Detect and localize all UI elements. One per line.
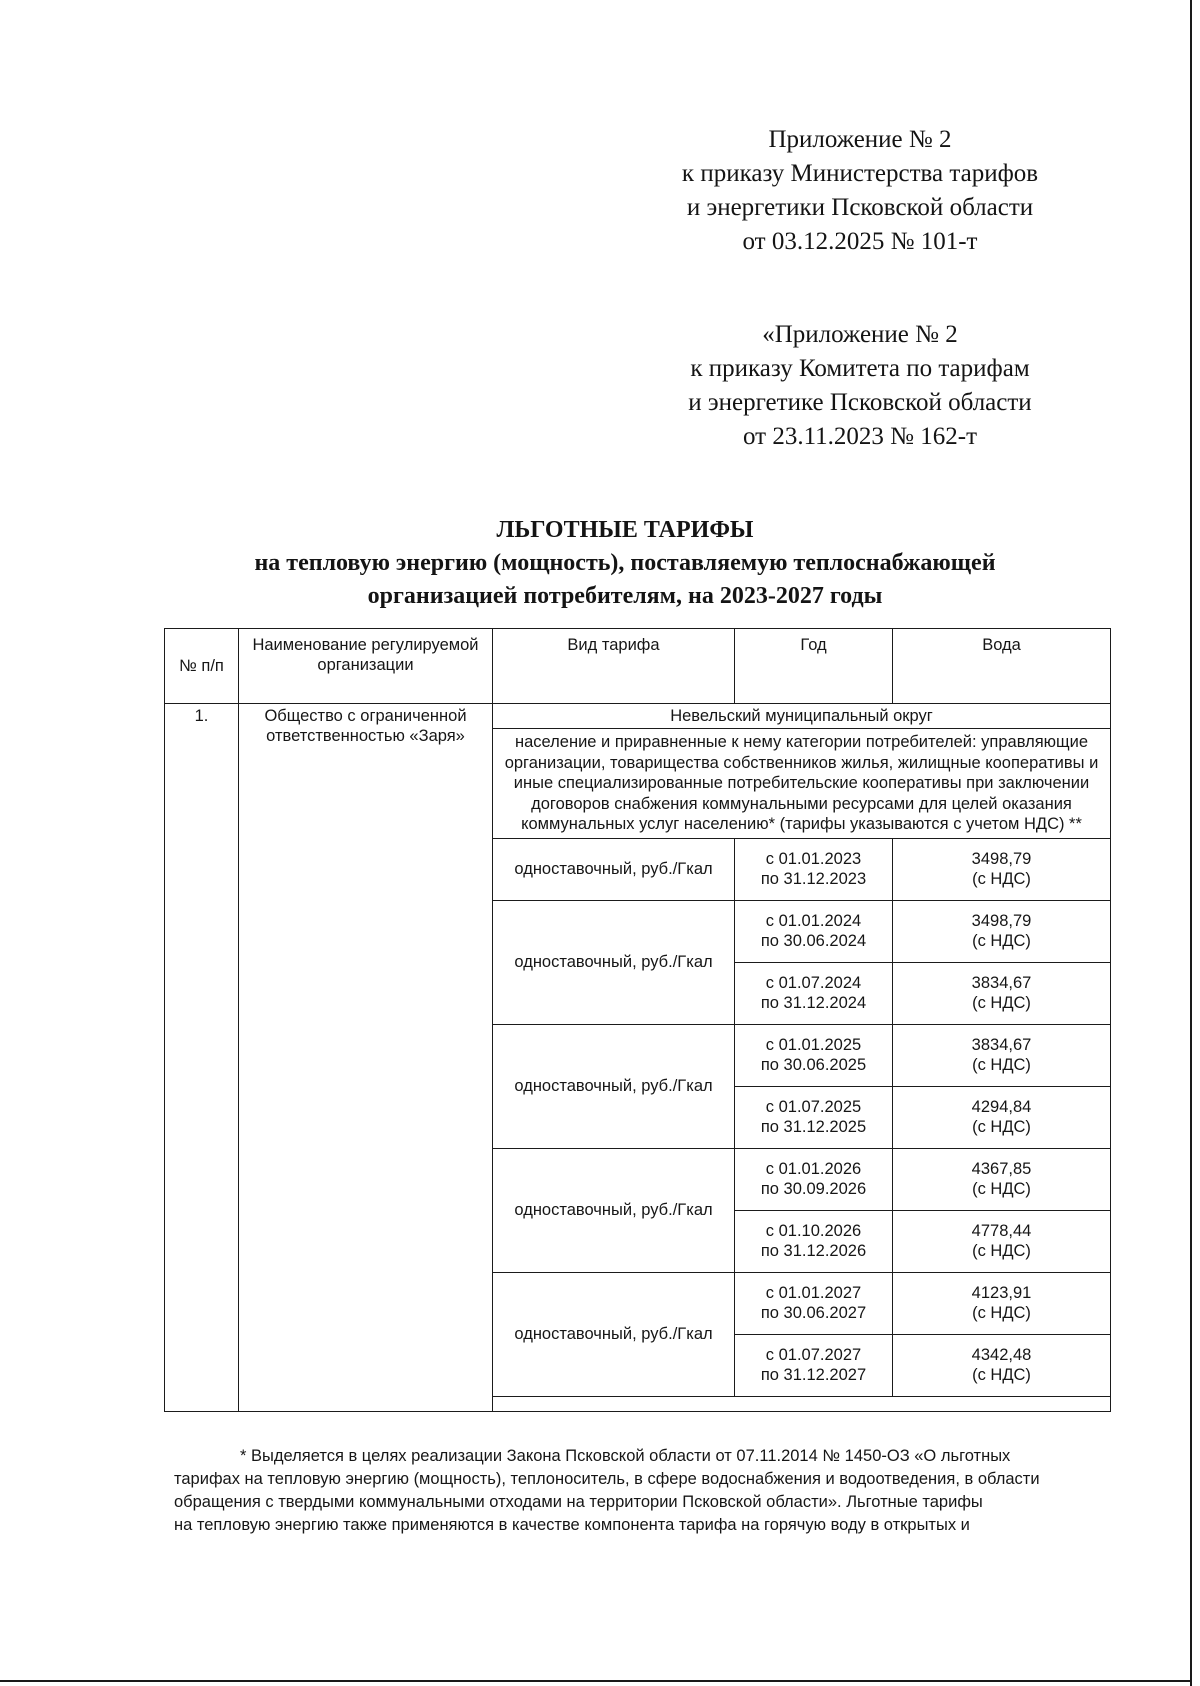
period-cell xyxy=(735,1086,893,1148)
tariff-value: 3498,79 xyxy=(971,912,1032,930)
period-to: по 30.09.2026 xyxy=(760,1180,867,1198)
period-cell xyxy=(735,962,893,1024)
header-organization: Наименование регулируемой организации xyxy=(239,629,493,704)
vat-note: (с НДС) xyxy=(972,994,1031,1012)
period-to: по 30.06.2024 xyxy=(760,932,867,950)
page-edge-bottom xyxy=(0,1680,1192,1682)
period-from: с 01.01.2024 xyxy=(765,912,862,930)
tariff-type-cell: одноставочный, руб./Гкал xyxy=(493,1272,735,1396)
tariff-type-cell: одноставочный, руб./Гкал xyxy=(493,900,735,1024)
vat-note: (с НДС) xyxy=(972,1366,1031,1384)
period-cell xyxy=(735,1148,893,1210)
appendix-header-previous xyxy=(640,318,1080,454)
period-from: с 01.10.2026 xyxy=(765,1222,862,1240)
tariff-value-cell xyxy=(893,1334,1111,1396)
header-water: Вода xyxy=(893,629,1111,704)
period-to: по 30.06.2027 xyxy=(760,1304,867,1322)
organization-name: Общество с ограниченной ответственностью «Заря» xyxy=(239,704,493,1412)
footnote-line: на тепловую энергию также применяются в качестве компонента тарифа на горячую воду в открытых и xyxy=(174,1516,970,1534)
vat-note: (с НДС) xyxy=(972,1304,1031,1322)
tariff-table xyxy=(164,628,1111,1412)
vat-note: (с НДС) xyxy=(972,932,1031,950)
period-from: с 01.01.2025 xyxy=(765,1036,862,1054)
footnote-line: * Выделяется в целях реализации Закона Псковской области от 07.11.2014 № 1450-ОЗ «О льготных xyxy=(240,1447,1011,1465)
appendix-header-line: и энергетике Псковской области xyxy=(688,389,1032,416)
tariff-value-cell xyxy=(893,1024,1111,1086)
appendix-header-line: к приказу Комитета по тарифам xyxy=(690,355,1030,382)
appendix-header-line: от 23.11.2023 № 162-т xyxy=(742,423,978,450)
period-from: с 01.07.2024 xyxy=(765,974,862,992)
period-to: по 31.12.2027 xyxy=(760,1366,867,1384)
period-to: по 31.12.2023 xyxy=(760,870,867,888)
appendix-header-line: к приказу Министерства тарифов xyxy=(681,160,1039,187)
tariff-type-cell: одноставочный, руб./Гкал xyxy=(493,838,735,900)
period-cell xyxy=(735,838,893,900)
tariff-value-cell xyxy=(893,1210,1111,1272)
header-tariff-type: Вид тарифа xyxy=(493,629,735,704)
table-header-row xyxy=(165,629,1111,704)
footnote xyxy=(174,1445,1132,1537)
district-name: Невельский муниципальный округ xyxy=(493,704,1111,729)
title-line: на тепловую энергию (мощность), поставляемую теплоснабжающей xyxy=(254,550,996,576)
document-title xyxy=(160,514,1090,613)
tariff-value: 4294,84 xyxy=(971,1098,1032,1116)
appendix-header-line: и энергетики Псковской области xyxy=(686,194,1034,221)
period-from: с 01.07.2025 xyxy=(765,1098,862,1116)
tariff-value: 4342,48 xyxy=(971,1346,1032,1364)
header-year: Год xyxy=(735,629,893,704)
tariff-value-cell xyxy=(893,1148,1111,1210)
period-from: с 01.01.2023 xyxy=(765,850,862,868)
title-line: ЛЬГОТНЫЕ ТАРИФЫ xyxy=(496,517,754,543)
period-to: по 31.12.2024 xyxy=(760,994,867,1012)
page-edge-right xyxy=(1190,0,1192,1686)
table-row xyxy=(165,704,1111,729)
vat-note: (с НДС) xyxy=(972,870,1031,888)
footnote-line: обращения с твердыми коммунальными отходами на территории Псковской области». Льготные тарифы xyxy=(174,1493,983,1511)
tariff-value-cell xyxy=(893,900,1111,962)
tariff-value-cell xyxy=(893,962,1111,1024)
tariff-value: 3498,79 xyxy=(971,850,1032,868)
vat-note: (с НДС) xyxy=(972,1242,1031,1260)
appendix-header-line: от 03.12.2025 № 101-т xyxy=(742,228,978,255)
tariff-value-cell xyxy=(893,838,1111,900)
period-to: по 31.12.2025 xyxy=(760,1118,867,1136)
header-number: № п/п xyxy=(165,629,239,704)
vat-note: (с НДС) xyxy=(972,1118,1031,1136)
tariff-value-cell xyxy=(893,1086,1111,1148)
period-cell xyxy=(735,1272,893,1334)
period-cell xyxy=(735,900,893,962)
vat-note: (с НДС) xyxy=(972,1180,1031,1198)
period-to: по 31.12.2026 xyxy=(760,1242,867,1260)
tariff-value: 4123,91 xyxy=(971,1284,1032,1302)
tariff-value: 3834,67 xyxy=(971,974,1032,992)
tariff-value: 4778,44 xyxy=(971,1222,1032,1240)
footnote-line: тарифах на тепловую энергию (мощность), теплоноситель, в сфере водоснабжения и водоотведения, в области xyxy=(174,1470,1040,1488)
appendix-header-line: «Приложение № 2 xyxy=(762,321,958,348)
consumer-category: население и приравненные к нему категории потребителей: управляющие организации, товарищества собственников жилья, жилищные кооперативы и иные специализированные потребительские кооперативы при заключении договоров снабжения коммунальными ресурсами для целей оказания коммунальных услуг населению* (тарифы указываются с учетом НДС) ** xyxy=(493,729,1111,839)
title-line: организацией потребителям, на 2023-2027 годы xyxy=(367,583,883,609)
appendix-header-line: Приложение № 2 xyxy=(768,126,952,153)
appendix-header-current xyxy=(640,123,1080,259)
tariff-type-cell: одноставочный, руб./Гкал xyxy=(493,1148,735,1272)
period-from: с 01.01.2027 xyxy=(765,1284,862,1302)
period-from: с 01.07.2027 xyxy=(765,1346,862,1364)
table-spacer-cell xyxy=(493,1396,1111,1411)
period-cell xyxy=(735,1334,893,1396)
row-number: 1. xyxy=(165,704,239,1412)
tariff-value: 4367,85 xyxy=(971,1160,1032,1178)
period-from: с 01.01.2026 xyxy=(765,1160,862,1178)
vat-note: (с НДС) xyxy=(972,1056,1031,1074)
tariff-value: 3834,67 xyxy=(971,1036,1032,1054)
period-to: по 30.06.2025 xyxy=(760,1056,867,1074)
period-cell xyxy=(735,1210,893,1272)
tariff-type-cell: одноставочный, руб./Гкал xyxy=(493,1024,735,1148)
period-cell xyxy=(735,1024,893,1086)
tariff-value-cell xyxy=(893,1272,1111,1334)
